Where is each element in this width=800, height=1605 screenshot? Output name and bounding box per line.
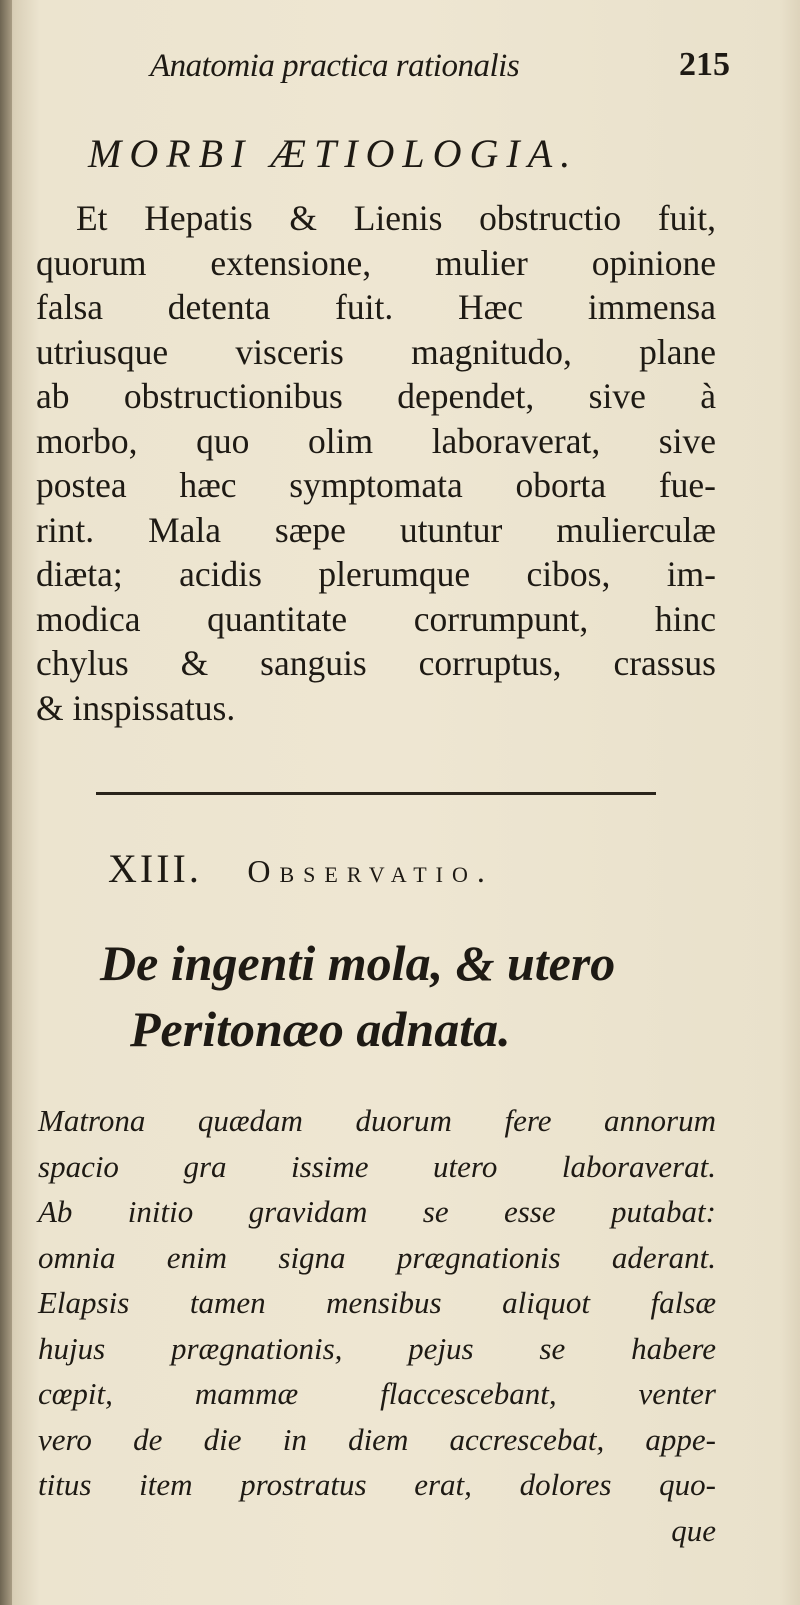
text-line: titus item prostratus erat, dolores quo- [38,1467,716,1502]
text-line: postea hæc symptomata oborta fue- [36,465,716,505]
observation-number: XIII. [108,846,202,891]
text-line: Matrona quædam duorum fere annorum [38,1103,716,1138]
section-divider-rule [96,792,656,795]
paragraph-observation [38,1098,716,1553]
text-line: diæta; acidis plerumque cibos, im- [36,554,716,594]
running-title: Anatomia practica rationalis [150,48,520,84]
text-line: cœpit, mammæ flaccescebant, venter [38,1376,716,1411]
text-line: vero de die in diem accrescebat, appe- [38,1421,716,1457]
text-line: ab obstructionibus dependet, sive à [36,376,716,416]
running-head [150,42,730,92]
observation-title-line: De ingenti mola, & utero [100,935,616,991]
text-line: chylus & sanguis corruptus, crassus [36,643,716,683]
text-line: Et Hepatis & Lienis obstructio fuit, [76,198,716,238]
text-line: falsa detenta fuit. Hæc immensa [36,287,716,327]
text-line: rint. Mala sæpe utuntur mulierculæ [36,509,716,550]
catchword: que [671,1512,716,1548]
observation-title-line: Peritonæo adnata. [130,1001,511,1057]
paragraph-aetiologia [36,196,716,730]
text-line: Ab initio gravidam se esse putabat: [38,1194,716,1229]
text-line: quorum extensione, mulier opinione [36,242,716,283]
text-line: Elapsis tamen mensibus aliquot falsæ [38,1285,716,1320]
text-line: hujus prægnationis, pejus se habere [38,1330,716,1366]
text-line: spacio gra issime utero laboraverat. [38,1148,716,1184]
text-line: utriusque visceris magnitudo, plane [36,331,716,372]
observation-title [100,930,700,1062]
text-line: & inspissatus. [36,687,236,728]
book-spine [0,0,12,1605]
text-line: morbo, quo olim laboraverat, sive [36,420,716,461]
section-heading: MORBI ÆTIOLOGIA. [88,131,579,176]
text-line: modica quantitate corrumpunt, hinc [36,598,716,639]
text-line: omnia enim signa prægnationis aderant. [38,1239,716,1275]
observation-label: Observatio. [247,853,494,889]
observation-heading [108,845,494,892]
page-number: 215 [679,46,730,83]
